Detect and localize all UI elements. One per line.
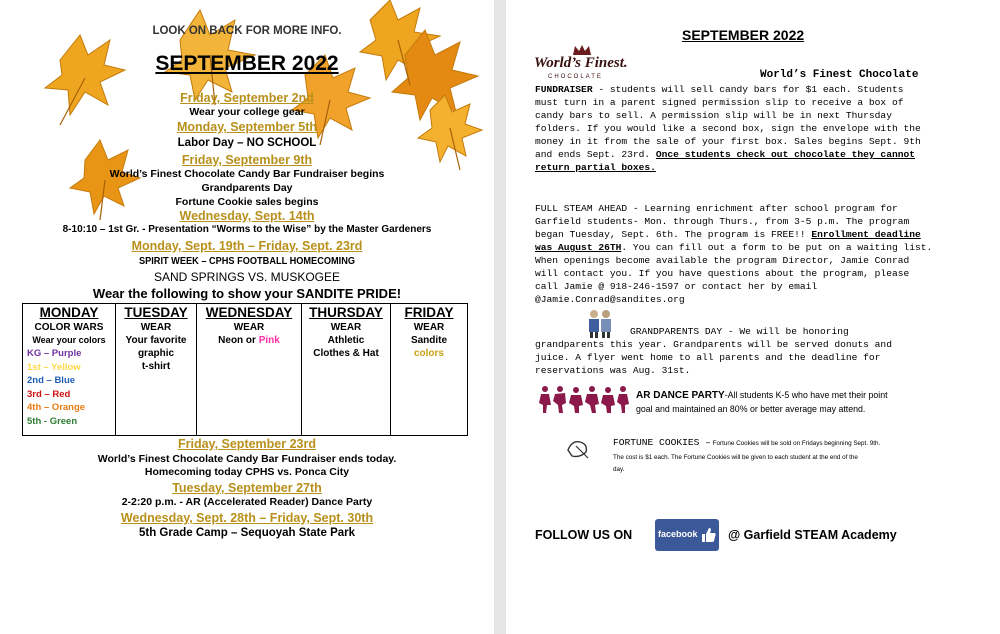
- event-date-6: Friday, September 23rd: [177, 437, 316, 451]
- event-line: SAND SPRINGS VS. MUSKOGEE: [153, 270, 341, 284]
- day-heading: TUESDAY: [124, 305, 188, 320]
- event-line: World’s Finest Chocolate Candy Bar Fundraiser begins: [109, 168, 385, 180]
- event-date-8: Wednesday, Sept. 28th – Friday, Sept. 30th: [120, 511, 374, 525]
- steam-line: call Jamie @ 918-246-1597 or contact her by email: [535, 281, 818, 292]
- event-date-7: Tuesday, September 27th: [172, 481, 322, 495]
- event-line: Labor Day – NO SCHOOL: [177, 137, 317, 149]
- pink-text: Pink: [258, 335, 280, 346]
- event-date-3: Friday, September 9th: [181, 153, 313, 167]
- cell-line: t-shirt: [141, 361, 171, 372]
- ar-text: -All students K-5 who have met their point: [724, 390, 888, 400]
- event-line: World’s Finest Chocolate Candy Bar Fundraiser ends today.: [97, 453, 397, 465]
- event-line: Homecoming today CPHS vs. Ponca City: [144, 466, 350, 478]
- spirit-week-table: [22, 303, 468, 436]
- fund-line: return partial boxes.: [535, 162, 656, 173]
- fortune-cookie-icon: [566, 438, 590, 460]
- cell-line: Sandite: [410, 335, 448, 346]
- fund-line: candy bars to sell. A permission slip will be in next Thursday: [535, 110, 892, 121]
- event-date-2: Monday, September 5th: [176, 120, 318, 134]
- event-line: 2-2:20 p.m. - AR (Accelerated Reader) Dance Party: [121, 496, 373, 508]
- event-date-5: Monday, Sept. 19th – Friday, Sept. 23rd: [131, 239, 363, 253]
- page-title: SEPTEMBER 2022: [682, 27, 805, 43]
- fund-line: and ends Sept. 23rd. Once students check out chocolate they cannot: [535, 149, 915, 160]
- event-line: Grandparents Day: [201, 182, 293, 194]
- event-line: Fortune Cookie sales begins: [175, 196, 319, 208]
- fortune-cookie-line: The cost is $1 each. The Fortune Cookies will be given to each student at the end of the: [613, 454, 858, 461]
- cell-line: Athletic: [327, 335, 365, 346]
- fund-line: FUNDRAISER - students will sell candy bars for $1 each. Students: [535, 84, 904, 95]
- grade-color-item: 5th - Green: [27, 415, 78, 427]
- ar-title: AR DANCE PARTY: [636, 390, 725, 401]
- friday-cell: [391, 304, 468, 436]
- thumbs-up-icon: [701, 527, 717, 543]
- event-date-1: Friday, September 2nd: [180, 91, 314, 105]
- grade-color-item: 1st – Yellow: [27, 361, 81, 373]
- cell-line: Your favorite: [125, 335, 187, 346]
- steam-underlined: was August 26TH: [535, 242, 622, 253]
- grandparents-icon: [586, 308, 614, 338]
- grade-color-item: KG – Purple: [27, 348, 82, 359]
- cell-line: COLOR WARS: [34, 322, 104, 333]
- steam-line: @Jamie.Conrad@sandites.org: [535, 294, 685, 305]
- cell-line: [197, 334, 301, 347]
- gp-line: GRANDPARENTS DAY - We will be honoring: [630, 326, 849, 337]
- event-date-4: Wednesday, Sept. 14th: [179, 209, 315, 223]
- garfield-handle: @ Garfield STEAM Academy: [728, 528, 897, 542]
- fund-line: money in it from the sale of your first box. Sales begins Sept. 9th: [535, 136, 921, 147]
- sandite-pride-heading: Wear the following to show your SANDITE PRIDE!: [92, 286, 402, 301]
- grade-color-item: 3rd – Red: [27, 388, 71, 400]
- steam-line: When openings become available the program Director, Jamie Conrad: [535, 255, 910, 266]
- steam-line: began Tuesday, Sept. 6th. The program is FREE!! Enrollment deadline: [535, 229, 921, 240]
- logo-subtext: CHOCOLATE: [548, 74, 603, 80]
- cell-line: WEAR: [413, 322, 445, 333]
- wednesday-cell: [197, 304, 302, 436]
- facebook-wordmark: facebook: [658, 529, 698, 539]
- fund-line: must turn in a parent signed permission slip to receive a box of: [535, 97, 904, 108]
- thursday-cell: [302, 304, 391, 436]
- left-page: [0, 0, 494, 634]
- gp-line: reservations was Aug. 31st.: [535, 365, 691, 376]
- page-title: SEPTEMBER 2022: [155, 52, 339, 75]
- fortune-cookie-line: [613, 437, 880, 449]
- cell-line: Wear your colors: [32, 335, 106, 345]
- dancers-icon: [538, 385, 630, 413]
- steam-underlined: Enrollment deadline: [811, 229, 921, 240]
- cell-line: WEAR: [233, 322, 265, 333]
- steam-line: FULL STEAM AHEAD - Learning enrichment after school program for: [535, 203, 898, 214]
- cell-line: colors: [413, 348, 444, 359]
- wf-heading: World’s Finest Chocolate: [760, 69, 919, 81]
- fc-title: FORTUNE COOKIES –: [613, 437, 711, 448]
- cell-line: WEAR: [140, 322, 172, 333]
- fc-text: Fortune Cookies will be sold on Fridays beginning Sept. 9th.: [710, 440, 881, 447]
- logo-text: World’s Finest.: [534, 55, 628, 71]
- day-heading: FRIDAY: [404, 305, 454, 320]
- back-note: LOOK ON BACK FOR MORE INFO.: [152, 25, 342, 37]
- gp-line: juice. A flyer went home to all parents and the deadline for: [535, 352, 881, 363]
- steam-line: Garfield students- Mon. through Thurs., from 3-5 p.m. The program: [535, 216, 910, 227]
- fund-underlined: Once students check out chocolate they cannot: [655, 149, 915, 160]
- facebook-button[interactable]: [655, 519, 719, 551]
- ar-dance-line: [636, 389, 888, 403]
- monday-cell: [23, 304, 116, 436]
- event-line: SPIRIT WEEK – CPHS FOOTBALL HOMECOMING: [138, 256, 356, 267]
- event-line: 8-10:10 – 1st Gr. - Presentation “Worms to the Wise” by the Master Gardeners: [62, 224, 432, 235]
- steam-line: was August 26TH. You can fill out a form to be put on a waiting list.: [535, 242, 933, 253]
- event-line: Wear your college gear: [189, 106, 305, 118]
- neon-text: Neon or: [218, 335, 259, 346]
- gp-line: grandparents this year. Grandparents will be served donuts and: [535, 339, 892, 350]
- cell-line: graphic: [137, 348, 175, 359]
- ar-dance-line: goal and maintained an 80% or better average may attend.: [636, 404, 866, 414]
- worlds-finest-logo: [534, 44, 630, 84]
- day-heading: WEDNESDAY: [205, 305, 293, 320]
- follow-us-text: FOLLOW US ON: [535, 528, 633, 542]
- tuesday-cell: [116, 304, 197, 436]
- day-heading: THURSDAY: [309, 305, 383, 320]
- right-page: [506, 0, 1000, 634]
- grade-color-item: 4th – Orange: [27, 402, 86, 414]
- grade-color-item: 2nd – Blue: [27, 375, 76, 387]
- cell-line: WEAR: [330, 322, 362, 333]
- fund-line: folders. If you would like a second box, sign the envelope with the: [535, 123, 921, 134]
- steam-line: will contact you. If you have questions about the program, please: [535, 268, 910, 279]
- event-line: 5th Grade Camp – Sequoyah State Park: [138, 527, 356, 539]
- fundraiser-label: FUNDRAISER: [535, 84, 593, 95]
- cell-line: Clothes & Hat: [313, 348, 379, 359]
- grade-color-list: [23, 347, 115, 429]
- day-heading: MONDAY: [39, 305, 99, 320]
- fortune-cookie-line: day.: [613, 466, 625, 473]
